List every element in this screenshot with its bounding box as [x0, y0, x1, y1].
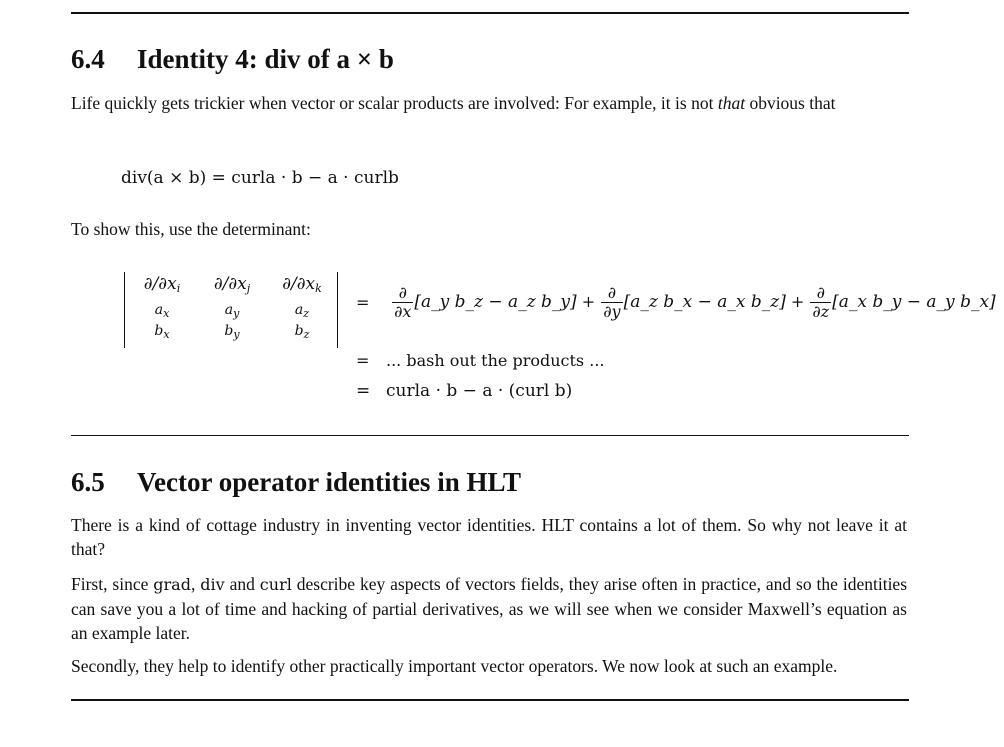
- section-number: 6.5: [71, 467, 105, 497]
- det-cell-3-2: $b_y$: [224, 323, 240, 341]
- det-cell-2-1: $a_x$: [154, 302, 170, 320]
- partial-fraction-y: $\frac{\partial}{\partial y}$: [603, 283, 621, 321]
- paragraph-2: First, since grad, div and curl describe key aspects of vectors fields, they arise often in practice, and so the identities can save you a lot of time and hacking of partial derivatives, as we will see when we consider Maxwell’s equation as an example later.: [71, 574, 908, 643]
- bash-out-text: ... bash out the products ...: [386, 351, 605, 370]
- partial-fraction-z: $\frac{\partial}{\partial z}$: [812, 283, 830, 321]
- equals-sign: =: [356, 381, 371, 401]
- intro-emphasis: that: [717, 93, 746, 113]
- det-cell-2-3: $a_z$: [294, 302, 310, 320]
- section-divider: [71, 435, 909, 436]
- bracket-term-1: [a_y b_z − a_z b_y]: [414, 292, 577, 312]
- lead-paragraph: To show this, use the determinant:: [71, 219, 311, 239]
- paragraph-3: Secondly, they help to identify other practically important vector operators. We now look at such an example.: [71, 656, 838, 676]
- det-cell-2-2: $a_y$: [224, 302, 240, 320]
- intro-paragraph: [71, 91, 907, 115]
- expansion-line-1: [356, 284, 996, 321]
- grad-operator: grad: [153, 575, 191, 594]
- section-title: Identity 4: div of a × b: [137, 44, 394, 74]
- plus-sign: +: [790, 292, 805, 311]
- bottom-rule: [71, 699, 909, 701]
- paragraph-1: There is a kind of cottage industry in inventing vector identities. HLT contains a lot of them. So why not leave it at that?: [71, 515, 907, 559]
- expansion-line-3: [356, 381, 572, 401]
- partial-fraction-x: $\frac{\partial}{\partial x}$: [394, 283, 412, 321]
- equals-sign: =: [356, 351, 370, 370]
- display-equation: div(a × b) = curla · b − a · curlb: [121, 168, 399, 188]
- expansion-line-2: [356, 351, 604, 371]
- det-cell-3-3: $b_z$: [294, 323, 310, 341]
- det-cell-1-1: $\partial/\partial x_i$: [143, 274, 181, 295]
- bracket-term-2: [a_z b_x − a_x b_z]: [623, 292, 786, 312]
- result-text: curla · b − a · (curl b): [386, 381, 573, 401]
- plus-sign: +: [581, 292, 596, 311]
- curl-operator: curl: [259, 575, 292, 594]
- section-heading-6-5: [71, 467, 521, 497]
- det-cell-3-1: $b_x$: [154, 323, 170, 341]
- div-operator: div: [200, 575, 225, 594]
- section-number: 6.4: [71, 44, 105, 74]
- section-title: Vector operator identities in HLT: [137, 467, 521, 497]
- bracket-term-3: [a_x b_y − a_y b_x]: [832, 292, 996, 312]
- determinant: [124, 272, 338, 348]
- det-cell-1-3: $\partial/\partial x_k$: [282, 274, 322, 295]
- equals-sign: =: [356, 292, 370, 312]
- intro-text-b: obvious that: [745, 93, 836, 113]
- intro-text-a: Life quickly gets trickier when vector or scalar products are involved: For example, it is not: [71, 93, 718, 113]
- section-heading-6-4: [71, 44, 394, 74]
- top-rule: [71, 12, 909, 14]
- det-cell-1-2: $\partial/\partial x_j$: [213, 274, 251, 295]
